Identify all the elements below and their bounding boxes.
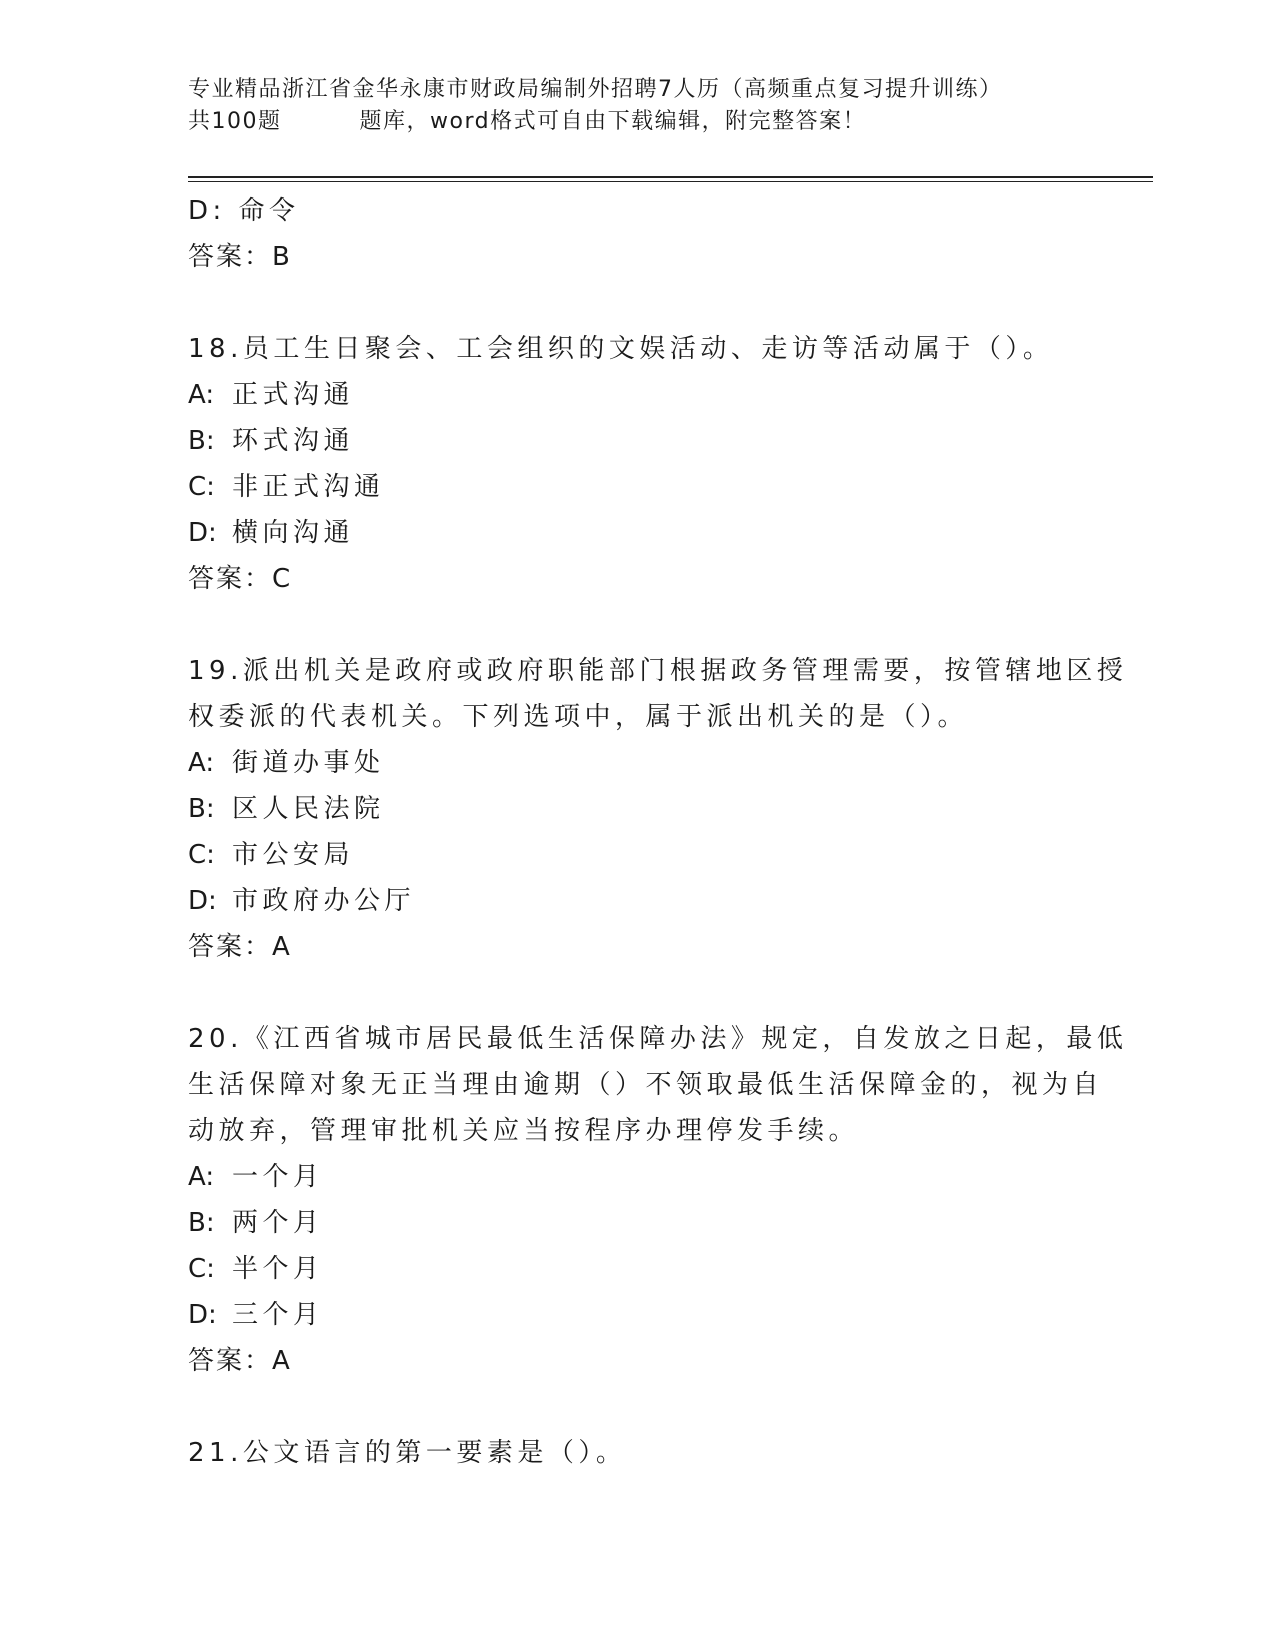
option-d: D: 市政府办公厅 [188, 886, 416, 916]
option-a: A: 街道办事处 [188, 748, 385, 778]
option-a: A: 正式沟通 [188, 380, 355, 410]
previous-question-option-d: D: 命令 [188, 196, 300, 226]
question-21 [188, 1430, 1088, 1476]
option-b: B: 两个月 [188, 1208, 324, 1238]
option-c: C: 市公安局 [188, 840, 355, 870]
option-c: C: 半个月 [188, 1254, 324, 1284]
question-stem: 21.公文语言的第一要素是（）。 [188, 1438, 627, 1468]
option-a: A: 一个月 [188, 1162, 324, 1192]
question-stem-line-1: 19.派出机关是政府或政府职能部门根据政务管理需要，按管辖地区授 [188, 656, 1128, 686]
question-answer: 答案：C [188, 564, 293, 594]
question-stem-line-2: 权委派的代表机关。下列选项中，属于派出机关的是（）。 [188, 702, 969, 732]
previous-question-answer: 答案：B [188, 242, 292, 272]
option-c: C: 非正式沟通 [188, 472, 385, 502]
question-answer: 答案：A [188, 932, 292, 962]
question-stem-line-2: 生活保障对象无正当理由逾期（）不领取最低生活保障金的，视为自 [188, 1070, 1104, 1100]
question-stem-line-1: 20.《江西省城市居民最低生活保障办法》规定，自发放之日起，最低 [188, 1024, 1128, 1054]
header-divider-thin [188, 181, 1153, 182]
question-list [188, 188, 1128, 1476]
question-19 [188, 648, 1128, 970]
header-question-count: 共100题 [188, 109, 282, 134]
question-stem: 18.员工生日聚会、工会组织的文娱活动、走访等活动属于（）。 [188, 334, 1054, 364]
question-answer: 答案：A [188, 1346, 292, 1376]
header-subtitle-line [188, 106, 1088, 138]
header-title-line: 专业精品浙江省金华永康市财政局编制外招聘7人历（高频重点复习提升训练） [188, 77, 1003, 102]
option-d: D: 三个月 [188, 1300, 324, 1330]
option-b: B: 区人民法院 [188, 794, 385, 824]
question-20 [188, 1016, 1128, 1384]
document-header [188, 74, 1088, 138]
option-b: B: 环式沟通 [188, 426, 355, 456]
header-description: 题库，word格式可自由下载编辑，附完整答案！ [359, 109, 867, 134]
header-divider-thick [188, 176, 1153, 178]
question-18 [188, 326, 1088, 602]
option-d: D: 横向沟通 [188, 518, 355, 548]
question-stem-line-3: 动放弃，管理审批机关应当按程序办理停发手续。 [188, 1116, 860, 1146]
